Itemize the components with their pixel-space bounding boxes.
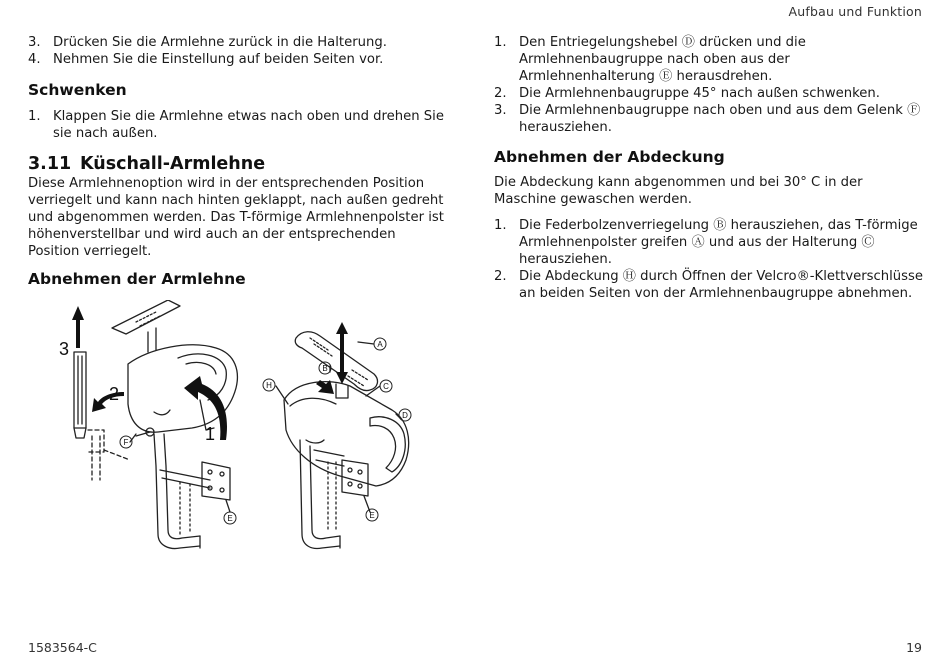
callout-e-left: E (227, 514, 233, 523)
arrow-updown-icon (336, 322, 348, 384)
frame-tube (154, 434, 200, 548)
callout-h: H (266, 381, 272, 390)
subheading-schwenken: Schwenken (28, 81, 127, 99)
figure-step-3: 3 (59, 339, 70, 359)
list-item (494, 34, 926, 85)
list-text: Klappen Sie die Armlehne etwas nach oben und drehen Sie sie nach außen. (53, 109, 444, 141)
list-number: 3. (494, 103, 507, 118)
right-column (494, 34, 926, 302)
release-lever (370, 417, 405, 472)
list-text: Nehmen Sie die Einstellung auf beiden Seiten vor. (53, 52, 384, 67)
list-text: Die Abdeckung Ⓗ durch Öffnen der Velcro®-Klettverschlüsse an beiden Seiten von der Armlehnenbaugruppe abnehmen. (519, 269, 924, 301)
list-text: Den Entriegelungshebel Ⓓ drücken und die Armlehnenbaugruppe nach oben aus der Armlehnenhalterung Ⓔ herausdrehen. (519, 35, 806, 84)
section-title: Küschall-Armlehne (80, 154, 266, 174)
left-column (28, 34, 448, 288)
running-header: Aufbau und Funktion (788, 4, 922, 19)
list-number: 4. (28, 52, 41, 67)
list-text: Die Armlehnenbaugruppe nach oben und aus dem Gelenk Ⓕ herausziehen. (519, 103, 921, 135)
list-item (28, 34, 448, 51)
list-text: Drücken Sie die Armlehne zurück in die Halterung. (53, 35, 387, 50)
list-number: 3. (28, 35, 41, 50)
list-text: Die Armlehnenbaugruppe 45° nach außen schwenken. (519, 86, 880, 101)
armrest-bracket (202, 462, 230, 500)
subheading-abnehmen-armlehne: Abnehmen der Armlehne (28, 270, 246, 288)
callout-e-right: E (369, 511, 375, 520)
armrest-illustration (40, 300, 450, 560)
list-item (494, 102, 926, 136)
callout-c: C (383, 382, 389, 391)
list-item (494, 268, 926, 302)
section-number: 3.11 (28, 154, 72, 174)
frame-tube-right (300, 440, 340, 548)
list-text: Die Federbolzenverriegelung Ⓑ herausziehen, das T-förmige Armlehnenpolster greifen Ⓐ und aus der Halterung Ⓒ herausziehen. (519, 218, 918, 267)
figure-step-2: 2 (109, 384, 120, 404)
list-number: 2. (494, 86, 507, 101)
armrest-pad (112, 300, 180, 334)
subheading-abnehmen-abdeckung: Abnehmen der Abdeckung (494, 148, 725, 166)
list-item (494, 217, 926, 268)
document-number: 1583564-C (28, 640, 97, 655)
figure-step-1: 1 (205, 424, 216, 444)
arrow-rotate-out-icon (92, 392, 124, 412)
abdeckung-paragraph: Die Abdeckung kann abgenommen und bei 30° C in der Maschine gewaschen werden. (494, 175, 863, 207)
list-number: 1. (494, 218, 507, 233)
list-item (28, 108, 448, 142)
callout-d: D (402, 411, 408, 420)
armrest-post-lifted (74, 352, 86, 428)
list-number: 1. (494, 35, 507, 50)
list-item (28, 51, 448, 68)
arrow-up-icon (72, 306, 84, 348)
section-paragraph: Diese Armlehnenoption wird in der entsprechenden Position verriegelt und kann nach hinten geklappt, nach außen gedreht und abgenommen werden. Das T-förmige Armlehnenpolster ist höhenverstellbar und wird auch an der entsprechenden Position verriegelt. (28, 176, 444, 259)
page-number: 19 (906, 640, 922, 655)
callout-b: B (322, 364, 328, 373)
armrest-diagram (40, 300, 450, 560)
callout-f: F (123, 438, 129, 447)
callout-a: A (377, 340, 383, 349)
list-number: 2. (494, 269, 507, 284)
list-item (494, 85, 926, 102)
section-heading (28, 156, 448, 173)
list-number: 1. (28, 109, 41, 124)
